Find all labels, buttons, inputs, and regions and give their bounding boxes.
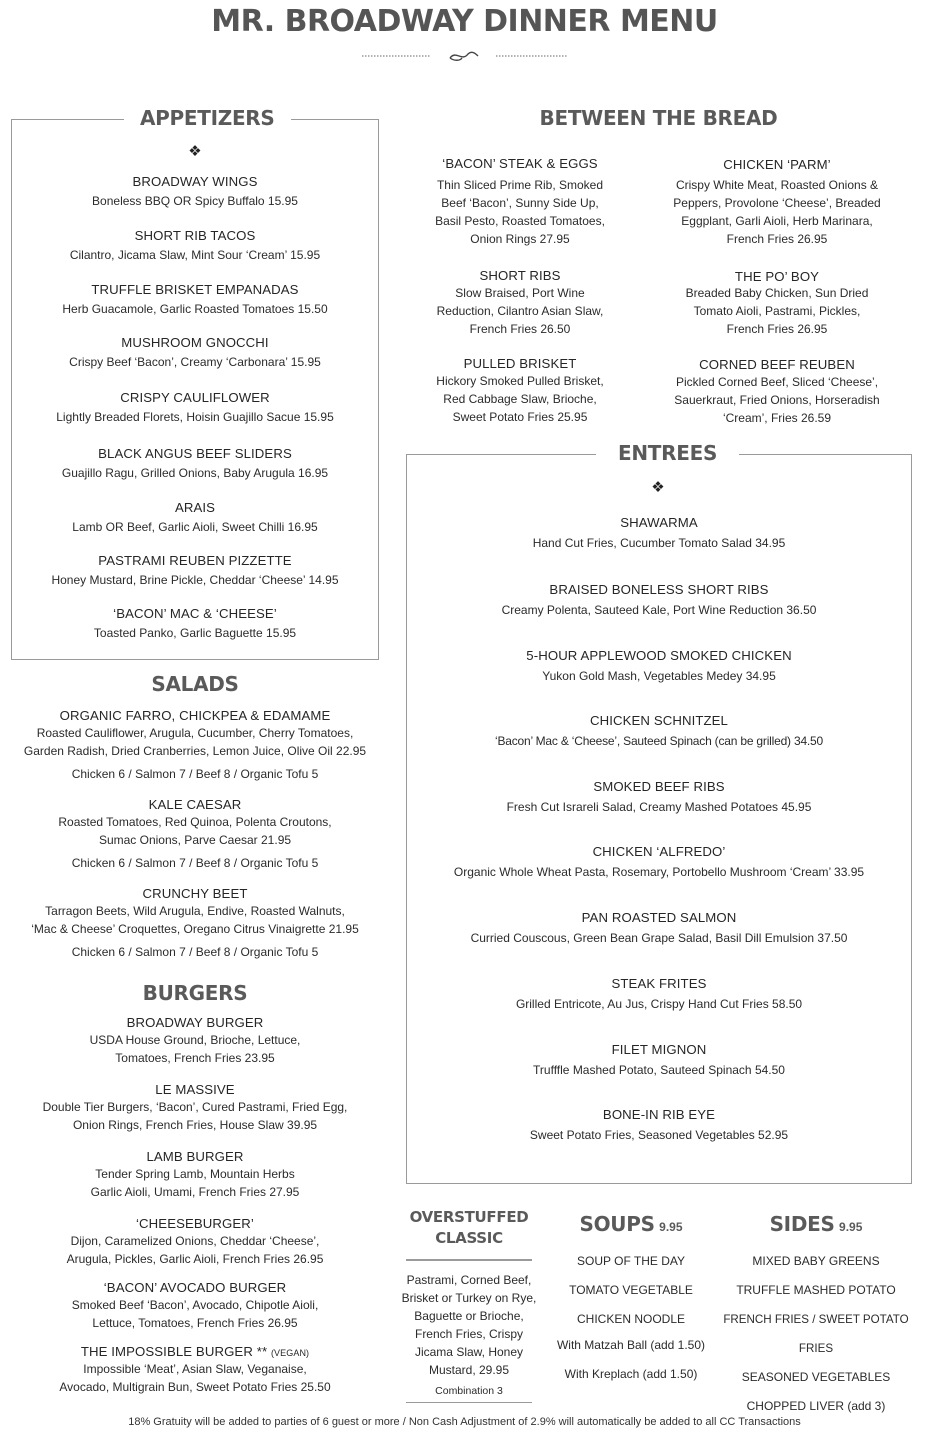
entree-item [406, 844, 912, 910]
burger-item [11, 1216, 379, 1280]
item-desc-line: Sauerkraut, Fried Onions, Horseradish [674, 393, 880, 407]
item-name: KALE CAESAR [148, 797, 242, 812]
soup-item: TOMATO VEGETABLE [569, 1283, 693, 1297]
burgers-list [11, 1015, 379, 1406]
appetizer-item [11, 446, 379, 500]
item-desc-line: Dijon, Caramelized Onions, Cheddar ‘Cheese’, [70, 1234, 320, 1248]
soups-section [548, 1212, 714, 1393]
item-name [11, 1344, 379, 1359]
overstuffed-rule-top [406, 1259, 532, 1261]
appetizers-diamond-icon: ❖ [188, 143, 202, 160]
item-desc-line: Sweet Potato Fries 25.95 [452, 410, 588, 424]
item-desc: Lamb OR Beef, Garlic Aioli, Sweet Chilli 16.95 [72, 520, 318, 534]
item-name: LE MASSIVE [155, 1082, 235, 1097]
item-name: BRAISED BONELESS SHORT RIBS [549, 582, 769, 597]
item-name: THE PO’ BOY [734, 269, 820, 284]
item-name: PASTRAMI REUBEN PIZZETTE [98, 553, 292, 568]
item-name: 5-HOUR APPLEWOOD SMOKED CHICKEN [526, 648, 792, 663]
item-desc: Herb Guacamole, Garlic Roasted Tomatoes 15.50 [62, 302, 328, 316]
item-name: BROADWAY WINGS [132, 174, 258, 189]
item-desc: Hand Cut Fries, Cucumber Tomato Salad 34.95 [532, 536, 786, 550]
overstuffed-heading-line2: CLASSIC [435, 1229, 503, 1247]
item-name: CORNED BEEF REUBEN [699, 357, 855, 372]
soup-item: SOUP OF THE DAY [576, 1254, 686, 1268]
item-name: LAMB BURGER [146, 1149, 244, 1164]
item-desc-line: Garden Radish, Dried Cranberries, Lemon Juice, Olive Oil 22.95 [23, 744, 367, 758]
soup-option: With Kreplach (add 1.50) [564, 1367, 698, 1381]
item-name: BROADWAY BURGER [126, 1015, 264, 1030]
item-desc-line: Mustard, 29.95 [428, 1362, 510, 1377]
item-name: STEAK FRITES [611, 976, 707, 991]
item-desc-line: Tender Spring Lamb, Mountain Herbs [95, 1167, 295, 1181]
entree-item [406, 779, 912, 844]
entrees-diamond-icon: ❖ [651, 479, 665, 496]
item-desc-line: French Fries 26.95 [726, 322, 828, 336]
sides-heading: SIDES [769, 1212, 835, 1236]
item-desc-line: ‘Mac & Cheese’ Croquettes, Oregano Citrus Vinaigrette 21.95 [31, 922, 359, 936]
item-desc-line: French Fries 26.95 [726, 232, 828, 246]
entree-item [406, 648, 912, 713]
item-desc-line: Baguette or Brioche, [414, 1308, 524, 1323]
item-name: CHICKEN ‘PARM’ [723, 157, 831, 172]
item-desc-line: Pastrami, Corned Beef, [406, 1272, 532, 1287]
item-desc-line: Breaded Baby Chicken, Sun Dried [685, 286, 869, 300]
item-desc-line: Impossible ‘Meat’, Asian Slaw, Veganaise, [83, 1362, 307, 1376]
appetizer-item [11, 606, 379, 656]
item-name: SMOKED BEEF RIBS [593, 779, 725, 794]
item-desc-line: Thin Sliced Prime Rib, Smoked [436, 178, 604, 192]
item-desc-line: Tomato Aioli, Pastrami, Pickles, [693, 304, 861, 318]
salads-heading: SALADS [151, 672, 239, 696]
item-desc-line: Slow Braised, Port Wine [455, 286, 585, 300]
menu-title: MR. BROADWAY DINNER MENU [211, 4, 718, 39]
overstuffed-heading-line1: OVERSTUFFED [409, 1208, 529, 1226]
entree-item [406, 1107, 912, 1147]
item-desc-line: Onion Rings, French Fries, House Slaw 39.95 [72, 1118, 318, 1132]
item-name: ‘BACON’ AVOCADO BURGER [103, 1280, 287, 1295]
item-desc: Fresh Cut Israreli Salad, Creamy Mashed Potatoes 45.95 [506, 800, 812, 814]
item-desc-line: Tomatoes, French Fries 23.95 [115, 1051, 275, 1065]
sandwich-item [420, 156, 620, 268]
burger-item [11, 1015, 379, 1082]
sandwich-item [663, 157, 891, 269]
item-name: ORGANIC FARRO, CHICKPEA & EDAMAME [59, 708, 331, 723]
sandwich-item [420, 268, 620, 356]
soups-heading: SOUPS [579, 1212, 655, 1236]
entree-item [406, 1042, 912, 1107]
entree-item [406, 910, 912, 976]
item-desc-line: Red Cabbage Slaw, Brioche, [443, 392, 597, 406]
item-name: FILET MIGNON [611, 1042, 707, 1057]
item-desc-line: Basil Pesto, Roasted Tomatoes, [435, 214, 605, 228]
sandwich-item [420, 356, 620, 431]
burger-item [11, 1149, 379, 1216]
entree-item [406, 515, 912, 582]
salads-list [11, 708, 379, 975]
item-name: ‘BACON’ MAC & ‘CHEESE’ [113, 606, 277, 621]
appetizer-item [11, 228, 379, 282]
burger-item [11, 1082, 379, 1149]
entree-item [406, 582, 912, 648]
appetizers-list [11, 174, 379, 656]
appetizer-item [11, 335, 379, 390]
item-desc-line: Lettuce, Tomatoes, French Fries 26.95 [92, 1316, 298, 1330]
item-name: SHORT RIBS [479, 268, 561, 283]
item-name: CHICKEN ‘ALFREDO’ [592, 844, 726, 859]
item-desc-line: Reduction, Cilantro Asian Slaw, [436, 304, 604, 318]
item-desc: Honey Mustard, Brine Pickle, Cheddar ‘Cheese’ 14.95 [51, 573, 339, 587]
item-desc-line: Roasted Cauliflower, Arugula, Cucumber, Cherry Tomatoes, [36, 726, 354, 740]
item-desc-line: Eggplant, Garli Aioli, Herb Marinara, [681, 214, 873, 228]
item-name: CHICKEN SCHNITZEL [590, 713, 728, 728]
item-name: PULLED BRISKET [463, 356, 577, 371]
overstuffed-rule-bottom [406, 1402, 532, 1404]
item-desc-line: French Fries, Crispy [414, 1326, 524, 1341]
item-desc: Yukon Gold Mash, Vegetables Medey 34.95 [542, 669, 776, 683]
entree-item [406, 976, 912, 1042]
item-name: TRUFFLE BRISKET EMPANADAS [91, 282, 299, 297]
item-desc-line: Avocado, Multigrain Bun, Sweet Potato Fries 25.50 [59, 1380, 331, 1394]
item-addons: Chicken 6 / Salmon 7 / Beef 8 / Organic Tofu 5 [71, 767, 319, 781]
item-desc-line: ‘Cream’, Fries 26.59 [722, 411, 832, 425]
soups-price: 9.95 [659, 1220, 683, 1234]
appetizer-item [11, 500, 379, 553]
appetizer-item [11, 174, 379, 228]
burger-item [11, 1344, 379, 1406]
item-desc-line: Hickory Smoked Pulled Brisket, [436, 374, 604, 388]
item-name: PAN ROASTED SALMON [581, 910, 737, 925]
sandwich-item [663, 269, 891, 357]
burger-item [11, 1280, 379, 1344]
entrees-list [406, 515, 912, 1147]
item-name: ‘BACON’ STEAK & EGGS [442, 156, 598, 171]
item-name: SHORT RIB TACOS [134, 228, 256, 243]
appetizers-heading: APPETIZERS [140, 106, 275, 130]
item-desc-line: Peppers, Provolone ‘Cheese’, Breaded [673, 196, 881, 210]
side-item: CHOPPED LIVER (add 3) [746, 1399, 886, 1413]
item-name: ‘CHEESEBURGER’ [136, 1216, 254, 1231]
item-desc: Trufffle Mashed Potato, Sauteed Spinach 54.50 [533, 1063, 785, 1077]
entrees-heading: ENTREES [618, 441, 718, 465]
item-name: CRISPY CAULIFLOWER [120, 390, 270, 405]
item-desc-line: Brisket or Turkey on Rye, [401, 1290, 537, 1305]
item-desc-line: French Fries 26.50 [469, 322, 571, 336]
item-desc-line: Crispy White Meat, Roasted Onions & [675, 178, 879, 192]
item-name-text: THE IMPOSSIBLE BURGER ** [80, 1344, 268, 1359]
side-item: TRUFFLE MASHED POTATO [736, 1283, 896, 1297]
item-desc: Lightly Breaded Florets, Hoisin Guajillo Sacue 15.95 [56, 410, 334, 424]
soup-option: With Matzah Ball (add 1.50) [556, 1338, 706, 1352]
item-name: SHAWARMA [620, 515, 698, 530]
sides-section [716, 1212, 916, 1421]
title-ornament-icon [362, 48, 567, 66]
item-desc: Boneless BBQ OR Spicy Buffalo 15.95 [92, 194, 298, 208]
item-desc: ‘Bacon’ Mac & ‘Cheese’, Sauteed Spinach (can be grilled) 34.50 [494, 734, 824, 748]
item-desc: Cilantro, Jicama Slaw, Mint Sour ‘Cream’ 15.95 [69, 248, 321, 262]
footer-note: 18% Gratuity will be added to parties of 6 guest or more / Non Cash Adjustment of 2.9% will automatically be added to all CC Transactions [128, 1416, 801, 1428]
between-bread-right-col [663, 157, 891, 432]
overstuffed-section [398, 1207, 540, 1403]
appetizer-item [11, 282, 379, 335]
salad-item [11, 797, 379, 886]
between-bread-left-col [420, 156, 620, 431]
item-desc-line: Jicama Slaw, Honey [414, 1344, 524, 1359]
item-desc-line: Garlic Aioli, Umami, French Fries 27.95 [90, 1185, 300, 1199]
item-addons: Chicken 6 / Salmon 7 / Beef 8 / Organic Tofu 5 [71, 856, 319, 870]
side-item: MIXED BABY GREENS [752, 1254, 880, 1268]
item-addons: Chicken 6 / Salmon 7 / Beef 8 / Organic Tofu 5 [71, 945, 319, 959]
sides-price: 9.95 [839, 1220, 863, 1234]
between-the-bread-heading: BETWEEN THE BREAD [539, 106, 778, 130]
item-desc-line: Sumac Onions, Parve Caesar 21.95 [98, 833, 292, 847]
item-desc: Curried Couscous, Green Bean Grape Salad, Basil Dill Emulsion 37.50 [470, 931, 848, 945]
item-desc-line: Double Tier Burgers, ‘Bacon’, Cured Pastrami, Fried Egg, [42, 1100, 348, 1114]
item-desc-line: Arugula, Pickles, Garlic Aioli, French Fries 26.95 [66, 1252, 324, 1266]
entree-item [406, 713, 912, 779]
soup-item: CHICKEN NOODLE [576, 1312, 686, 1326]
item-name: BLACK ANGUS BEEF SLIDERS [98, 446, 292, 461]
item-desc-line: Roasted Tomatoes, Red Quinoa, Polenta Croutons, [58, 815, 332, 829]
item-name: MUSHROOM GNOCCHI [121, 335, 269, 350]
sandwich-item [663, 357, 891, 432]
item-desc: Guajillo Ragu, Grilled Onions, Baby Arugula 16.95 [61, 466, 329, 480]
item-name: CRUNCHY BEET [142, 886, 248, 901]
salad-item [11, 708, 379, 797]
item-desc: Grilled Entricote, Au Jus, Crispy Hand Cut Fries 58.50 [515, 997, 803, 1011]
item-desc: Sweet Potato Fries, Seasoned Vegetables 52.95 [529, 1128, 789, 1142]
item-desc-line: Pickled Corned Beef, Sliced ‘Cheese’, [675, 375, 879, 389]
item-desc: Crispy Beef ‘Bacon’, Creamy ‘Carbonara’ 15.95 [69, 355, 321, 369]
vegan-tag: (VEGAN) [270, 1348, 310, 1358]
item-desc-line: USDA House Ground, Brioche, Lettuce, [89, 1033, 301, 1047]
salad-item [11, 886, 379, 975]
appetizer-item [11, 390, 379, 446]
side-item: FRENCH FRIES / SWEET POTATO FRIES [723, 1313, 909, 1355]
item-desc: Organic Whole Wheat Pasta, Rosemary, Portobello Mushroom ‘Cream’ 33.95 [453, 865, 865, 879]
appetizer-item [11, 553, 379, 606]
item-desc-line: Onion Rings 27.95 [470, 232, 570, 246]
combination-label: Combination 3 [435, 1384, 503, 1397]
item-name: BONE-IN RIB EYE [602, 1107, 716, 1122]
item-desc-line: Tarragon Beets, Wild Arugula, Endive, Roasted Walnuts, [45, 904, 345, 918]
item-desc-line: Smoked Beef ‘Bacon’, Avocado, Chipotle Aioli, [71, 1298, 319, 1312]
side-item: SEASONED VEGETABLES [741, 1370, 891, 1384]
item-desc: Toasted Panko, Garlic Baguette 15.95 [93, 626, 297, 640]
item-desc-line: Beef ‘Bacon’, Sunny Side Up, [441, 196, 599, 210]
item-desc: Creamy Polenta, Sauteed Kale, Port Wine Reduction 36.50 [501, 603, 817, 617]
burgers-heading: BURGERS [142, 981, 248, 1005]
item-name: ARAIS [174, 500, 216, 515]
